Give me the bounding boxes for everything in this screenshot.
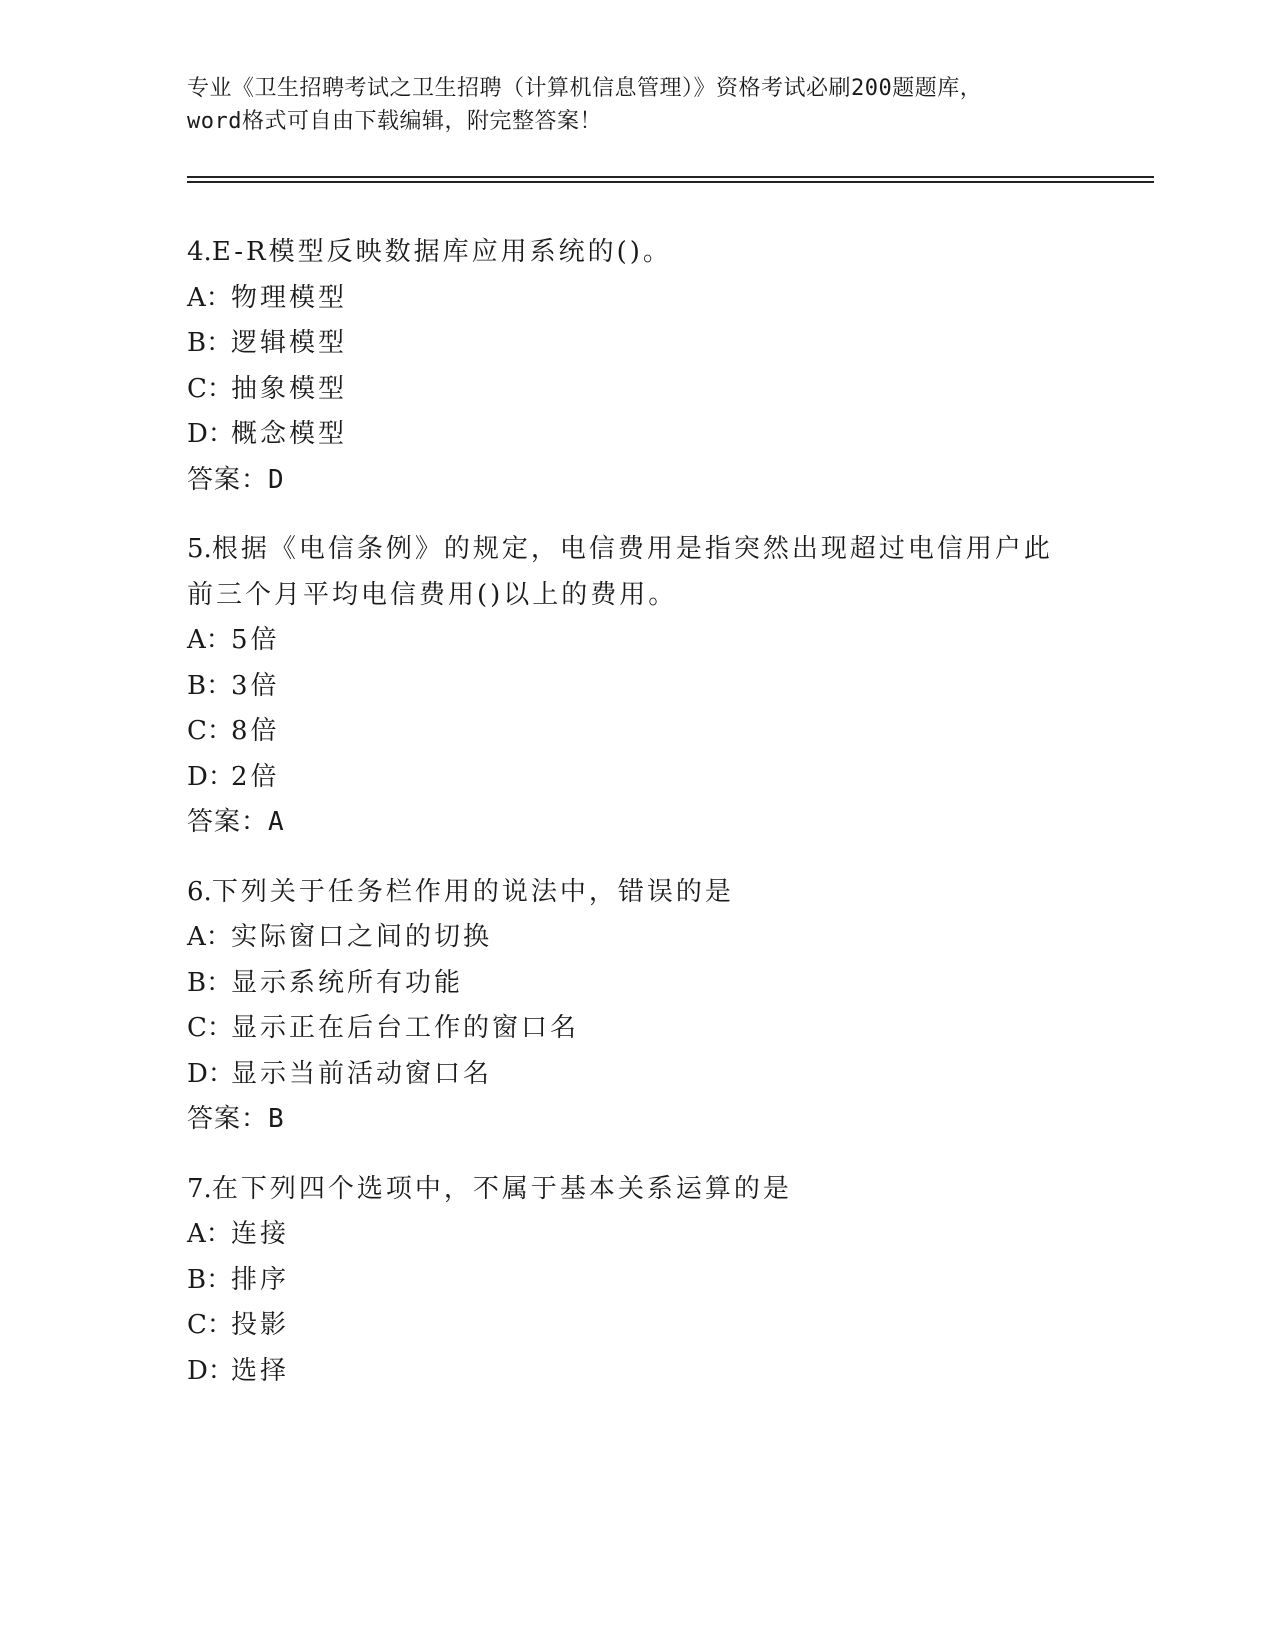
question-stem: 下列关于任务栏作用的说法中，错误的是 [211, 876, 734, 907]
question-stem: 根据《电信条例》的规定，电信费用是指突然出现超过电信用户此前三个月平均电信费用()以上的费用。 [187, 534, 1053, 610]
option-letter: D： [187, 1355, 234, 1386]
option-letter: C： [187, 373, 233, 404]
option-a [187, 276, 1087, 322]
question-number: 7. [187, 1173, 212, 1204]
option-text: 物理模型 [231, 282, 348, 313]
question-4 [187, 230, 1087, 503]
header-divider-top [187, 176, 1154, 178]
document-header [187, 72, 1067, 138]
option-d [187, 412, 1087, 458]
option-letter: A： [187, 282, 232, 313]
option-letter: A： [187, 1219, 232, 1249]
answer-line: 答案：B [187, 1104, 285, 1134]
question-number: 6. [187, 876, 212, 907]
option-letter: C： [187, 1013, 233, 1043]
option-b [187, 664, 1087, 710]
option-letter: D： [187, 419, 234, 449]
option-b [187, 961, 1087, 1007]
option-text: 8倍 [231, 716, 280, 746]
question-number: 5. [187, 534, 212, 564]
option-c [187, 1303, 1087, 1349]
option-text: 显示当前活动窗口名 [231, 1058, 493, 1089]
header-divider-bottom [187, 181, 1154, 183]
option-letter: A： [187, 922, 232, 952]
question-text [187, 1167, 1067, 1213]
option-text: 抽象模型 [231, 373, 348, 404]
option-letter: C： [187, 716, 233, 746]
option-text: 概念模型 [231, 419, 348, 449]
option-c [187, 367, 1087, 413]
question-6 [187, 870, 1087, 1143]
question-number: 4. [187, 237, 212, 267]
header-line-1: 专业《卫生招聘考试之卫生招聘（计算机信息管理）》资格考试必刷200题题库， [187, 76, 983, 101]
option-a [187, 915, 1087, 961]
option-a [187, 618, 1087, 664]
header-line-2: word格式可自由下载编辑，附完整答案！ [187, 109, 602, 134]
option-letter: D： [187, 1058, 234, 1089]
option-letter: C： [187, 1310, 233, 1340]
option-c [187, 709, 1087, 755]
option-text: 排序 [231, 1264, 290, 1295]
option-text: 投影 [231, 1310, 290, 1340]
question-7 [187, 1167, 1087, 1395]
option-text: 实际窗口之间的切换 [231, 922, 493, 952]
option-b [187, 321, 1087, 367]
option-a [187, 1212, 1087, 1258]
question-list [187, 230, 1087, 1418]
question-stem: 在下列四个选项中，不属于基本关系运算的是 [211, 1173, 792, 1204]
option-letter: B： [187, 328, 233, 358]
option-d [187, 755, 1087, 801]
option-text: 3倍 [231, 670, 280, 701]
option-letter: D： [187, 761, 234, 792]
option-text: 2倍 [231, 761, 280, 792]
option-text: 逻辑模型 [231, 328, 348, 358]
option-c [187, 1006, 1087, 1052]
question-text [187, 527, 1067, 618]
option-text: 显示系统所有功能 [231, 967, 464, 998]
question-stem: E-R模型反映数据库应用系统的()。 [211, 237, 672, 267]
question-text [187, 870, 1067, 916]
option-letter: A： [187, 625, 232, 655]
question-text [187, 230, 1067, 276]
option-text: 显示正在后台工作的窗口名 [231, 1013, 580, 1043]
answer-line: 答案：D [187, 464, 285, 495]
answer-line: 答案：A [187, 807, 285, 837]
option-text: 连接 [231, 1219, 290, 1249]
question-5 [187, 527, 1087, 846]
option-letter: B： [187, 1264, 233, 1295]
option-letter: B： [187, 967, 233, 998]
option-letter: B： [187, 670, 233, 701]
option-d [187, 1349, 1087, 1395]
option-d [187, 1052, 1087, 1098]
option-b [187, 1258, 1087, 1304]
option-text: 5倍 [231, 625, 280, 655]
option-text: 选择 [231, 1355, 290, 1386]
